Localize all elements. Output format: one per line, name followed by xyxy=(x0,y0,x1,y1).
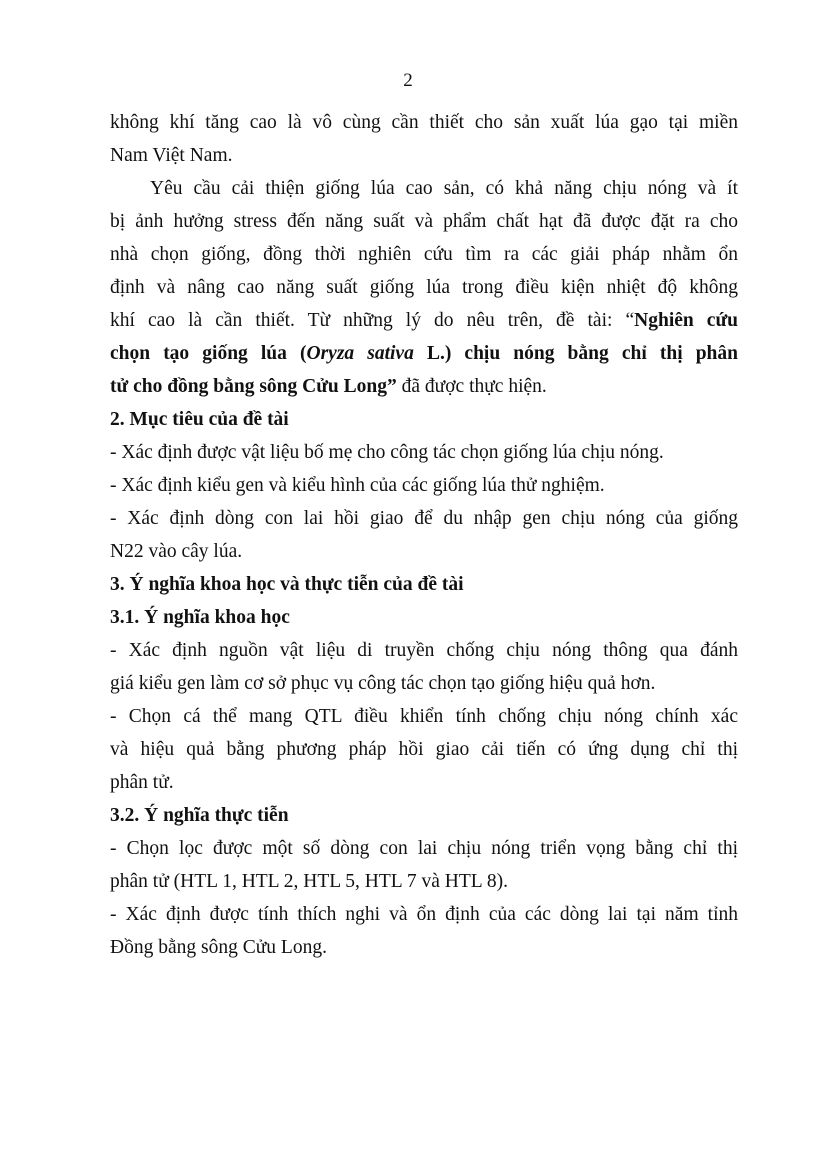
title-bold-run: chọn tạo giống lúa ( xyxy=(110,343,307,364)
text-line xyxy=(110,337,738,370)
text-line: định và nâng cao năng suất giống lúa trong điều kiện nhiệt độ không xyxy=(110,277,738,298)
section-heading: 2. Mục tiêu của đề tài xyxy=(110,409,289,430)
section-heading: 3. Ý nghĩa khoa học và thực tiễn của đề tài xyxy=(110,574,464,595)
bullet-line: - Xác định dòng con lai hồi giao để du nhập gen chịu nóng của giống xyxy=(110,508,738,529)
title-bold-run: Nghiên cứu xyxy=(634,310,738,331)
text-run: khí cao là cần thiết. Từ những lý do nêu trên, đề tài: “ xyxy=(110,310,635,331)
bullet-line: phân tử (HTL 1, HTL 2, HTL 5, HTL 7 và HTL 8). xyxy=(110,871,508,892)
bullet-line: - Xác định được tính thích nghi và ổn định của các dòng lai tại năm tỉnh xyxy=(110,904,738,925)
text-line: nhà chọn giống, đồng thời nghiên cứu tìm ra các giải pháp nhằm ổn xyxy=(110,244,738,265)
page-number: 2 xyxy=(403,70,413,91)
text-line xyxy=(110,370,738,403)
bullet-line: - Chọn cá thể mang QTL điều khiển tính chống chịu nóng chính xác xyxy=(110,706,738,727)
bullet-line: N22 vào cây lúa. xyxy=(110,541,243,562)
bullet-line: - Xác định nguồn vật liệu di truyền chống chịu nóng thông qua đánh xyxy=(110,640,738,661)
species-italic-run: Oryza sativa xyxy=(306,343,414,364)
bullet-line: phân tử. xyxy=(110,772,174,793)
bullet-line: Đồng bằng sông Cửu Long. xyxy=(110,937,327,958)
text-line: không khí tăng cao là vô cùng cần thiết cho sản xuất lúa gạo tại miền xyxy=(110,112,738,133)
bullet-line: - Xác định kiểu gen và kiểu hình của các giống lúa thử nghiệm. xyxy=(110,475,605,496)
subsection-heading: 3.1. Ý nghĩa khoa học xyxy=(110,607,290,628)
bullet-line: giá kiểu gen làm cơ sở phục vụ công tác chọn tạo giống hiệu quả hơn. xyxy=(110,673,656,694)
title-bold-run: tử cho đồng bằng sông Cửu Long” xyxy=(110,376,397,397)
document-body xyxy=(110,106,738,964)
title-bold-run: L.) chịu nóng bằng chỉ thị phân xyxy=(413,343,738,364)
text-line xyxy=(110,304,738,337)
text-line: bị ảnh hưởng stress đến năng suất và phẩm chất hạt đã được đặt ra cho xyxy=(110,211,738,232)
subsection-heading: 3.2. Ý nghĩa thực tiễn xyxy=(110,805,289,826)
text-line: Yêu cầu cải thiện giống lúa cao sản, có khả năng chịu nóng và ít xyxy=(150,178,738,199)
text-line: Nam Việt Nam. xyxy=(110,145,233,166)
bullet-line: - Chọn lọc được một số dòng con lai chịu nóng triển vọng bằng chỉ thị xyxy=(110,838,738,859)
text-run: đã được thực hiện. xyxy=(396,376,547,397)
bullet-line: và hiệu quả bằng phương pháp hồi giao cải tiến có ứng dụng chỉ thị xyxy=(110,739,738,760)
bullet-line: - Xác định được vật liệu bố mẹ cho công tác chọn giống lúa chịu nóng. xyxy=(110,442,664,463)
